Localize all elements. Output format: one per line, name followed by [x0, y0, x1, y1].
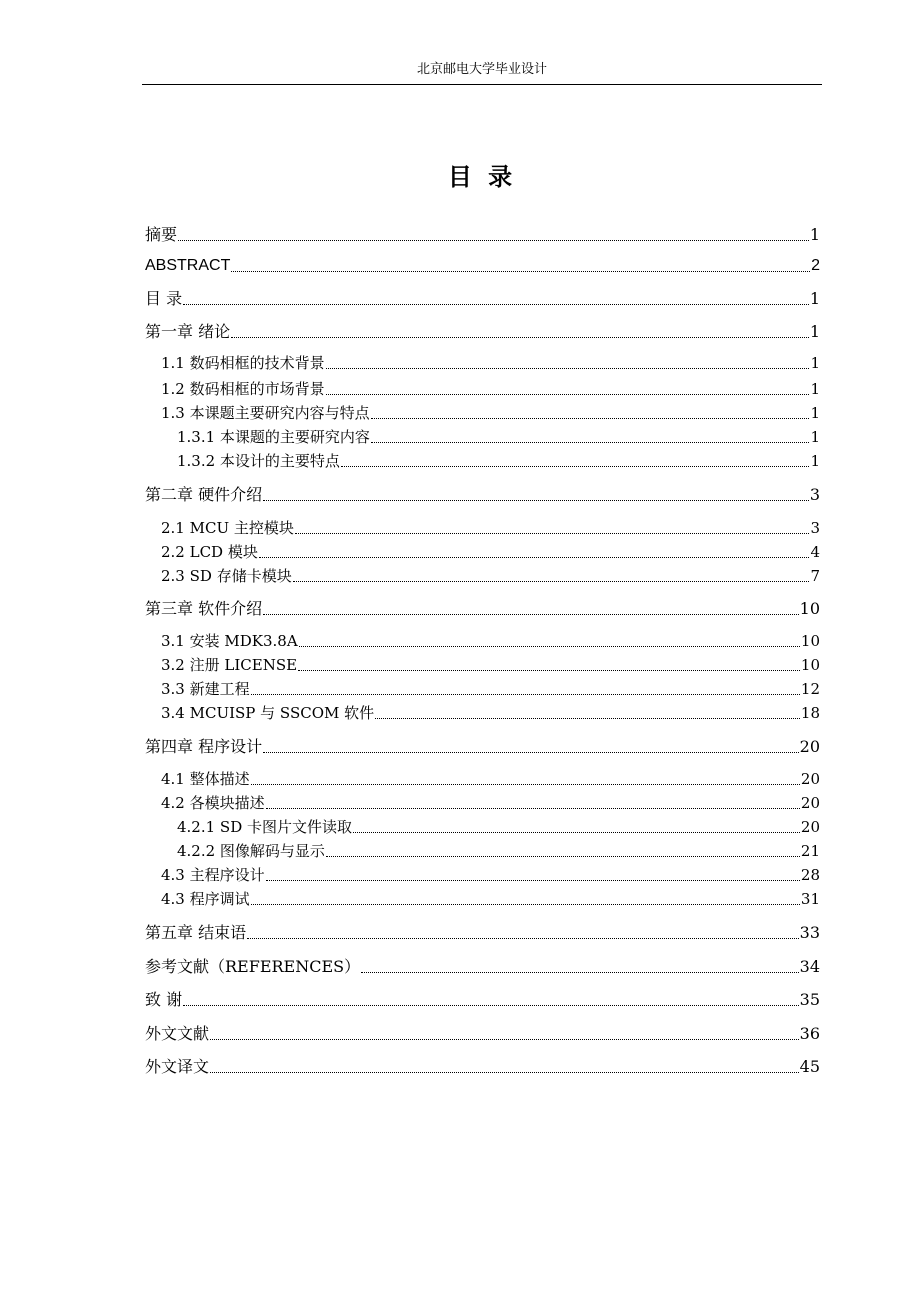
toc-entry-page: 10	[799, 599, 820, 618]
toc-title: 目 录	[447, 163, 517, 191]
toc-entry-label: 第一章 绪论	[145, 322, 231, 341]
toc-entry-label: 2.3 SD 存储卡模块	[161, 567, 292, 585]
toc-entry-label: 外文译文	[145, 1057, 210, 1076]
toc-entry[interactable]	[145, 320, 820, 342]
toc-entry-label: 3.4 MCUISP 与 SSCOM 软件	[161, 704, 375, 722]
toc-entry-label: 第四章 程序设计	[145, 737, 263, 756]
toc-entry[interactable]	[161, 701, 820, 723]
toc-entry-page: 3	[809, 485, 820, 504]
toc-leader-dots	[178, 240, 809, 241]
toc-entry-page: 1	[810, 354, 820, 372]
toc-entry-page: 20	[800, 770, 820, 788]
toc-entry[interactable]	[177, 425, 820, 447]
page-header: 北京邮电大学毕业设计	[416, 62, 547, 77]
toc-entry[interactable]	[177, 815, 820, 837]
toc-leader-dots	[293, 581, 810, 582]
toc-entry[interactable]	[161, 863, 820, 885]
toc-entry-page: 10	[800, 656, 820, 674]
toc-entry[interactable]	[145, 955, 820, 977]
toc-leader-dots	[295, 533, 810, 534]
toc-leader-dots	[183, 304, 809, 305]
toc-entry[interactable]	[161, 629, 820, 651]
toc-leader-dots	[210, 1072, 799, 1073]
toc-entry-label: 4.1 整体描述	[161, 770, 250, 788]
toc-entry-label: 3.1 安装 MDK3.8A	[161, 632, 298, 650]
toc-entry-label: 1.1 数码相框的技术背景	[161, 354, 325, 372]
toc-entry-label: 外文文献	[145, 1024, 210, 1043]
toc-leader-dots	[326, 394, 810, 395]
toc-entry-page: 21	[800, 842, 820, 860]
toc-entry[interactable]	[161, 401, 820, 423]
toc-entry[interactable]	[145, 1055, 820, 1077]
toc-entry-page: 1	[809, 225, 820, 244]
toc-entry-page: 12	[800, 680, 820, 698]
toc-entry[interactable]	[161, 791, 820, 813]
toc-entry-label: 目 录	[145, 289, 183, 308]
toc-entry-page: 1	[810, 404, 820, 422]
toc-entry-label: 致 谢	[145, 990, 183, 1009]
toc-leader-dots	[247, 938, 799, 939]
toc-leader-dots	[326, 856, 800, 857]
toc-entry[interactable]	[145, 223, 820, 245]
toc-entry-label: ABSTRACT	[145, 257, 231, 274]
toc-leader-dots	[353, 832, 800, 833]
toc-entry[interactable]	[161, 540, 820, 562]
toc-entry-page: 20	[800, 818, 820, 836]
toc-entry[interactable]	[145, 483, 820, 505]
toc-entry-page: 31	[800, 890, 820, 908]
toc-leader-dots	[361, 972, 799, 973]
toc-entry-page: 7	[810, 567, 820, 585]
toc-entry[interactable]	[145, 597, 820, 619]
toc-leader-dots	[263, 752, 799, 753]
toc-entry[interactable]	[161, 767, 820, 789]
toc-leader-dots	[231, 271, 810, 272]
toc-entry-page: 18	[800, 704, 820, 722]
toc-entry-label: 1.3 本课题主要研究内容与特点	[161, 404, 370, 422]
toc-entry-label: 3.2 注册 LICENSE	[161, 656, 298, 674]
toc-entry-page: 1	[810, 428, 820, 446]
toc-entry-page: 1	[809, 289, 820, 308]
toc-entry-page: 45	[799, 1057, 820, 1076]
toc-entry-page: 1	[810, 380, 820, 398]
toc-entry-label: 1.3.2 本设计的主要特点	[177, 452, 340, 470]
toc-leader-dots	[299, 646, 800, 647]
toc-leader-dots	[375, 718, 800, 719]
toc-entry-label: 2.1 MCU 主控模块	[161, 519, 294, 537]
toc-entry[interactable]	[145, 735, 820, 757]
toc-entry-page: 10	[800, 632, 820, 650]
toc-entry-label: 第五章 结束语	[145, 923, 247, 942]
toc-leader-dots	[210, 1039, 799, 1040]
toc-entry-page: 20	[800, 794, 820, 812]
toc-entry-page: 36	[799, 1024, 820, 1043]
toc-entry-label: 4.3 程序调试	[161, 890, 250, 908]
toc-leader-dots	[263, 614, 799, 615]
toc-entry-page: 35	[799, 990, 820, 1009]
toc-entry-page: 28	[800, 866, 820, 884]
toc-entry-label: 1.3.1 本课题的主要研究内容	[177, 428, 370, 446]
toc-entry-label: 第三章 软件介绍	[145, 599, 263, 618]
toc-entry[interactable]	[161, 351, 820, 373]
toc-entry[interactable]	[145, 988, 820, 1010]
toc-entry-label: 2.2 LCD 模块	[161, 543, 258, 561]
toc-entry-page: 4	[810, 543, 820, 561]
toc-entry[interactable]	[161, 564, 820, 586]
toc-leader-dots	[341, 466, 810, 467]
toc-entry-label: 摘要	[145, 225, 178, 244]
toc-entry-page: 34	[799, 957, 820, 976]
toc-entry-label: 4.2.2 图像解码与显示	[177, 842, 325, 860]
toc-leader-dots	[251, 904, 800, 905]
toc-entry[interactable]	[161, 677, 820, 699]
toc-leader-dots	[231, 337, 809, 338]
toc-leader-dots	[183, 1005, 799, 1006]
toc-entry-label: 4.2.1 SD 卡图片文件读取	[177, 818, 353, 836]
toc-entry-page: 33	[799, 923, 820, 942]
toc-leader-dots	[371, 442, 810, 443]
toc-leader-dots	[251, 694, 800, 695]
toc-entry[interactable]	[161, 377, 820, 399]
toc-entry[interactable]	[145, 254, 820, 276]
toc-leader-dots	[266, 808, 800, 809]
toc-leader-dots	[263, 500, 809, 501]
toc-leader-dots	[266, 880, 800, 881]
toc-leader-dots	[251, 784, 800, 785]
toc-entry-label: 参考文献（REFERENCES）	[145, 957, 361, 976]
toc-leader-dots	[326, 368, 810, 369]
toc-entry-page: 1	[810, 452, 820, 470]
toc-entry-page: 2	[811, 257, 820, 274]
toc-entry-label: 3.3 新建工程	[161, 680, 250, 698]
toc-entry-label: 4.3 主程序设计	[161, 866, 265, 884]
toc-entry-label: 第二章 硬件介绍	[145, 485, 263, 504]
toc-leader-dots	[259, 557, 810, 558]
toc-entry[interactable]	[177, 449, 820, 471]
toc-entry[interactable]	[145, 1022, 820, 1044]
toc-entry[interactable]	[145, 921, 820, 943]
toc-entry[interactable]	[161, 653, 820, 675]
toc-entry[interactable]	[177, 839, 820, 861]
toc-entry[interactable]	[145, 287, 820, 309]
toc-leader-dots	[371, 418, 810, 419]
toc-entry-page: 1	[809, 322, 820, 341]
toc-entry[interactable]	[161, 887, 820, 909]
toc-entry-page: 3	[810, 519, 820, 537]
toc-entry-page: 20	[799, 737, 820, 756]
toc-leader-dots	[298, 670, 800, 671]
toc-entry[interactable]	[161, 516, 820, 538]
toc-entry-label: 4.2 各模块描述	[161, 794, 265, 812]
toc-entry-label: 1.2 数码相框的市场背景	[161, 380, 325, 398]
